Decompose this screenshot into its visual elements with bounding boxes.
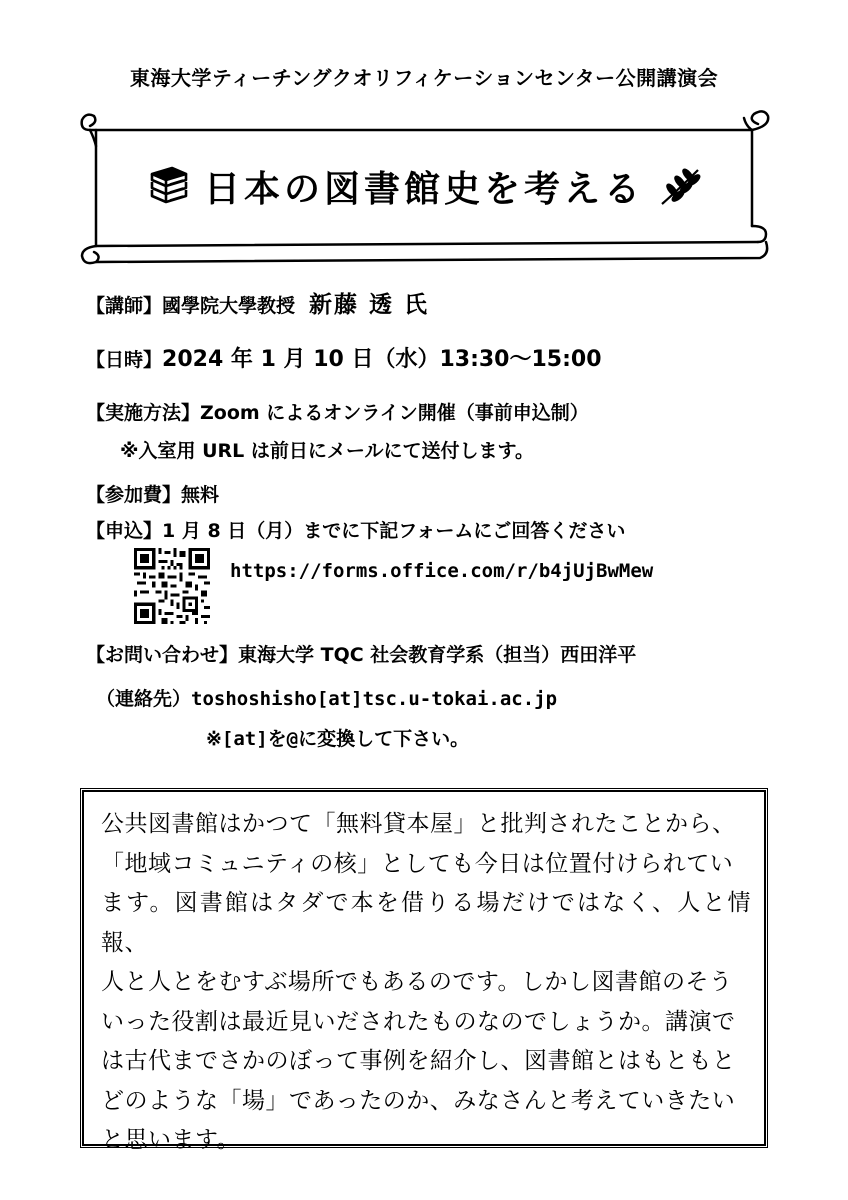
method-row xyxy=(86,398,589,425)
description-box xyxy=(80,788,768,1153)
lecturer-label: 【講師】 xyxy=(86,295,163,317)
description-text xyxy=(101,805,751,1161)
application-value: 1 月 8 日（月）までに下記フォームにご回答ください xyxy=(162,520,626,542)
title-row xyxy=(0,158,848,214)
qr-code-icon[interactable] xyxy=(134,548,210,624)
fee-row xyxy=(86,480,219,507)
contact-address-label: （連絡先） xyxy=(96,688,192,710)
description-line: どのような「場」であったのか、みなさんと考えていきたい xyxy=(101,1087,736,1114)
description-line: 「地域コミュニティの核」としても今日は位置付けられてい xyxy=(101,850,734,877)
datetime-row xyxy=(86,342,602,373)
contact-email[interactable]: toshoshisho[at]tsc.u-tokai.ac.jp xyxy=(191,688,558,710)
lecturer-name: 新藤 透 氏 xyxy=(309,292,430,318)
fee-label: 【参加費】 xyxy=(86,484,182,506)
event-series-title: 東海大学ティーチングクオリフィケーションセンター公開講演会 xyxy=(129,66,719,90)
contact-value: 東海大学 TQC 社会教育学系（担当）西田洋平 xyxy=(238,644,637,666)
method-label: 【実施方法】 xyxy=(86,402,201,424)
contact-label: 【お問い合わせ】 xyxy=(86,644,239,666)
description-line: と思います。 xyxy=(101,1127,241,1153)
application-form-link[interactable]: https://forms.office.com/r/b4jUjBwMew xyxy=(230,560,654,582)
lecturer-row xyxy=(86,286,429,319)
fee-value: 無料 xyxy=(181,484,220,506)
description-line: いった役割は最近見いだされたものなのでしょうか。講演で xyxy=(101,1008,736,1035)
description-line: 人と人とをむすぶ場所でもあるのです。しかし図書館のそう xyxy=(101,969,733,995)
description-line: は古代までさかのぼって事例を紹介し、図書館とはもともと xyxy=(101,1048,736,1074)
lecture-title: 日本の図書館史を考える xyxy=(203,168,644,210)
contact-address-row xyxy=(96,684,557,711)
leaf-branch-icon xyxy=(658,164,702,208)
datetime-value: 2024 年 1 月 10 日（水）13:30～15:00 xyxy=(162,347,602,372)
description-line: ます。図書館はタダで本を借りる場だけではなく、人と情報、 xyxy=(101,890,751,956)
method-value: Zoom によるオンライン開催（事前申込制） xyxy=(200,402,589,424)
contact-email-note xyxy=(206,724,469,751)
datetime-label: 【日時】 xyxy=(86,349,163,371)
application-label: 【申込】 xyxy=(86,520,163,542)
method-note: ※入室用 URL は前日にメールにて送付します。 xyxy=(120,440,534,462)
description-line: 公共図書館はかつて「無料貸本屋」と批判されたことから、 xyxy=(101,811,736,837)
application-row xyxy=(86,516,625,543)
lecturer-affiliation: 國學院大學教授 xyxy=(162,295,296,317)
contact-row xyxy=(86,640,636,667)
contact-email-note-text: ※[at]を@に変換して下さい。 xyxy=(206,728,470,750)
books-stack-icon xyxy=(146,164,190,208)
